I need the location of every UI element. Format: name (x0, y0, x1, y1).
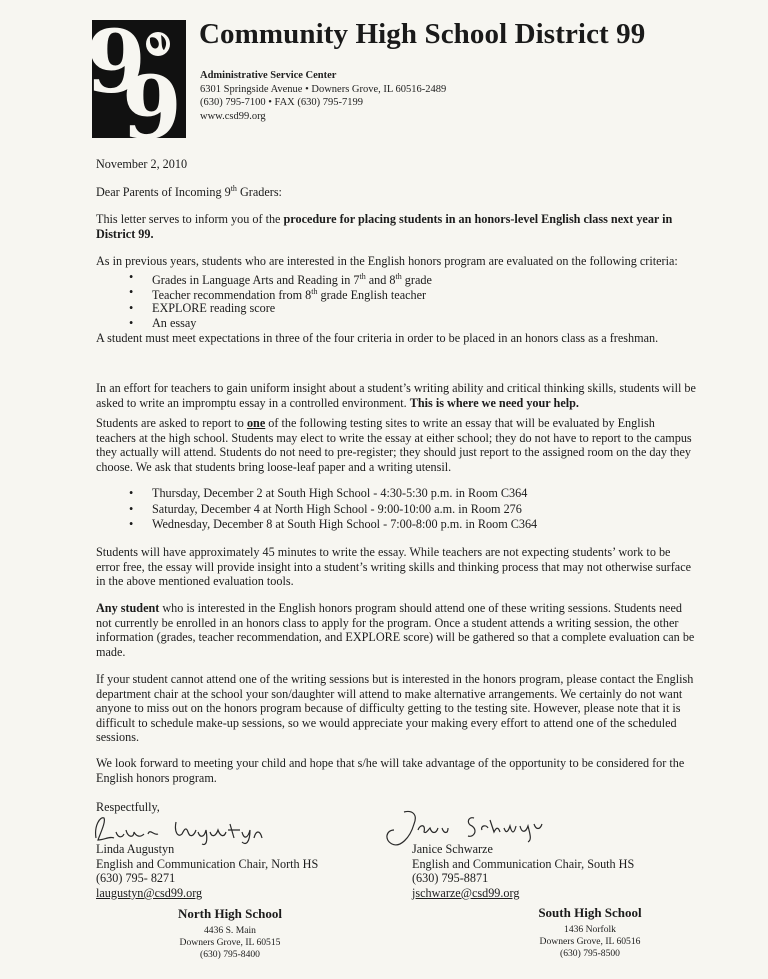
criteria-requirement: A student must meet expectations in three of the four criteria in order to be placed in an honors class as a freshman. (96, 330, 659, 345)
list-item: • Wednesday, December 8 at South High School - 7:00-8:00 p.m. in Room C364 (96, 517, 696, 533)
paragraph-closing: We look forward to meeting your child and hope that s/he will take advantage of the opportunity to be considered for the English honors program. (96, 756, 685, 785)
signer-name: Linda Augustyn (96, 842, 175, 856)
signer-phone: (630) 795-8871 (412, 871, 489, 886)
list-item: • Grades in Language Arts and Reading in 7th and 8th grade (96, 270, 696, 286)
criteria-intro: As in previous years, students who are interested in the English honors program are evaluated on the following criteria: (96, 254, 678, 268)
signer-email-link[interactable]: jschwarze@csd99.org (412, 885, 520, 900)
signer-block-north (96, 842, 318, 900)
list-item: • An essay (96, 316, 696, 332)
logo-numeral-top: 9 (86, 12, 146, 113)
signer-block-south (412, 842, 634, 900)
paragraph-any-student: Any student who is interested in the English honors program should attend one of these writing sessions. Students need not currently be enrolled in an honors class to apply for the program. Once a student attends a writing session, the other information (grades, teacher recommendation, and EXPLORE score) will be gathered so that a complete evaluation can be made. (96, 601, 695, 659)
criteria-list (96, 270, 696, 332)
list-item: • Saturday, December 4 at North High School - 9:00-10:00 a.m. in Room 276 (96, 502, 696, 518)
school-footer-south (530, 905, 650, 961)
signer-title: English and Communication Chair, South HS (412, 856, 635, 871)
signer-email-link[interactable]: laugustyn@csd99.org (96, 885, 203, 900)
district-99-logo (86, 12, 186, 159)
paragraph-alternatives: If your student cannot attend one of the writing sessions but is interested in the honors program, please contact the English department chair at the school your son/daughter will attend to make alternative arrangements. We certainly do not want anyone to miss out on the honors program because of difficulty getting to the testing site. However, please note that it is difficult to schedule make-up sessions, so we would appreciate your making every effort to attend one of the scheduled sessions. (96, 672, 694, 745)
school-name: North High School (177, 906, 282, 921)
paragraph-essay-intro: In an effort for teachers to gain uniform insight about a student’s writing ability and critical thinking skills, students will be asked to write an impromptu essay in a controlled environment. This is where we need your help. (96, 381, 696, 410)
school-address: 1436 Norfolk Downers Grove, IL 60516 (630) 795-8500 (539, 924, 641, 960)
school-address: 4436 S. Main Downers Grove, IL 60515 (630) 795-8400 (179, 925, 281, 961)
list-item: • EXPLORE reading score (96, 301, 696, 317)
paragraph-purpose: This letter serves to inform you of the procedure for placing students in an honors-level English class next year in District 99. (96, 212, 673, 241)
district-name: Community High School District 99 (199, 18, 646, 50)
organization-name: Administrative Service Center (200, 70, 337, 81)
school-name: South High School (538, 905, 642, 920)
globe-icon (146, 32, 170, 56)
signer-phone: (630) 795- 8271 (96, 871, 176, 886)
paragraph-criteria (96, 254, 696, 345)
logo-numeral-bottom: 9 (122, 58, 182, 159)
letterhead-address-block (200, 69, 446, 123)
website: www.csd99.org (200, 110, 266, 122)
signer-title: English and Communication Chair, North HS (96, 856, 319, 871)
session-list (96, 486, 696, 533)
paragraph-testing-sites: Students are asked to report to one of the following testing sites to write an essay that will be evaluated by English teachers at the high school. Students may elect to write the essay at either school; they do not have to report to the campus they actually will attend. Students do not need to pre-register; they should just report to the assigned room on the day they choose. We ask that students bring loose-leaf paper and a writing utensil. (96, 416, 692, 474)
closing: Respectfully, (96, 800, 160, 814)
salutation: Dear Parents of Incoming 9th Graders: (96, 184, 282, 200)
paragraph-essay-time: Students will have approximately 45 minutes to write the essay. While teachers are not expecting students’ work to be error free, the essay will provide insight into a student’s writing skills and thinking process that may not otherwise surface in the above mentioned evaluation tools. (96, 545, 692, 589)
school-footer-north (160, 906, 300, 962)
list-item: • Thursday, December 2 at South High School - 4:30-5:30 p.m. in Room C364 (96, 486, 696, 502)
list-item: • Teacher recommendation from 8th grade English teacher (96, 285, 696, 301)
street-address: 6301 Springside Avenue • Downers Grove, IL 60516-2489 (200, 83, 447, 95)
signer-name: Janice Schwarze (412, 842, 493, 856)
letter-date: November 2, 2010 (96, 157, 188, 171)
phone-fax: (630) 795-7100 • FAX (630) 795-7199 (200, 97, 364, 108)
